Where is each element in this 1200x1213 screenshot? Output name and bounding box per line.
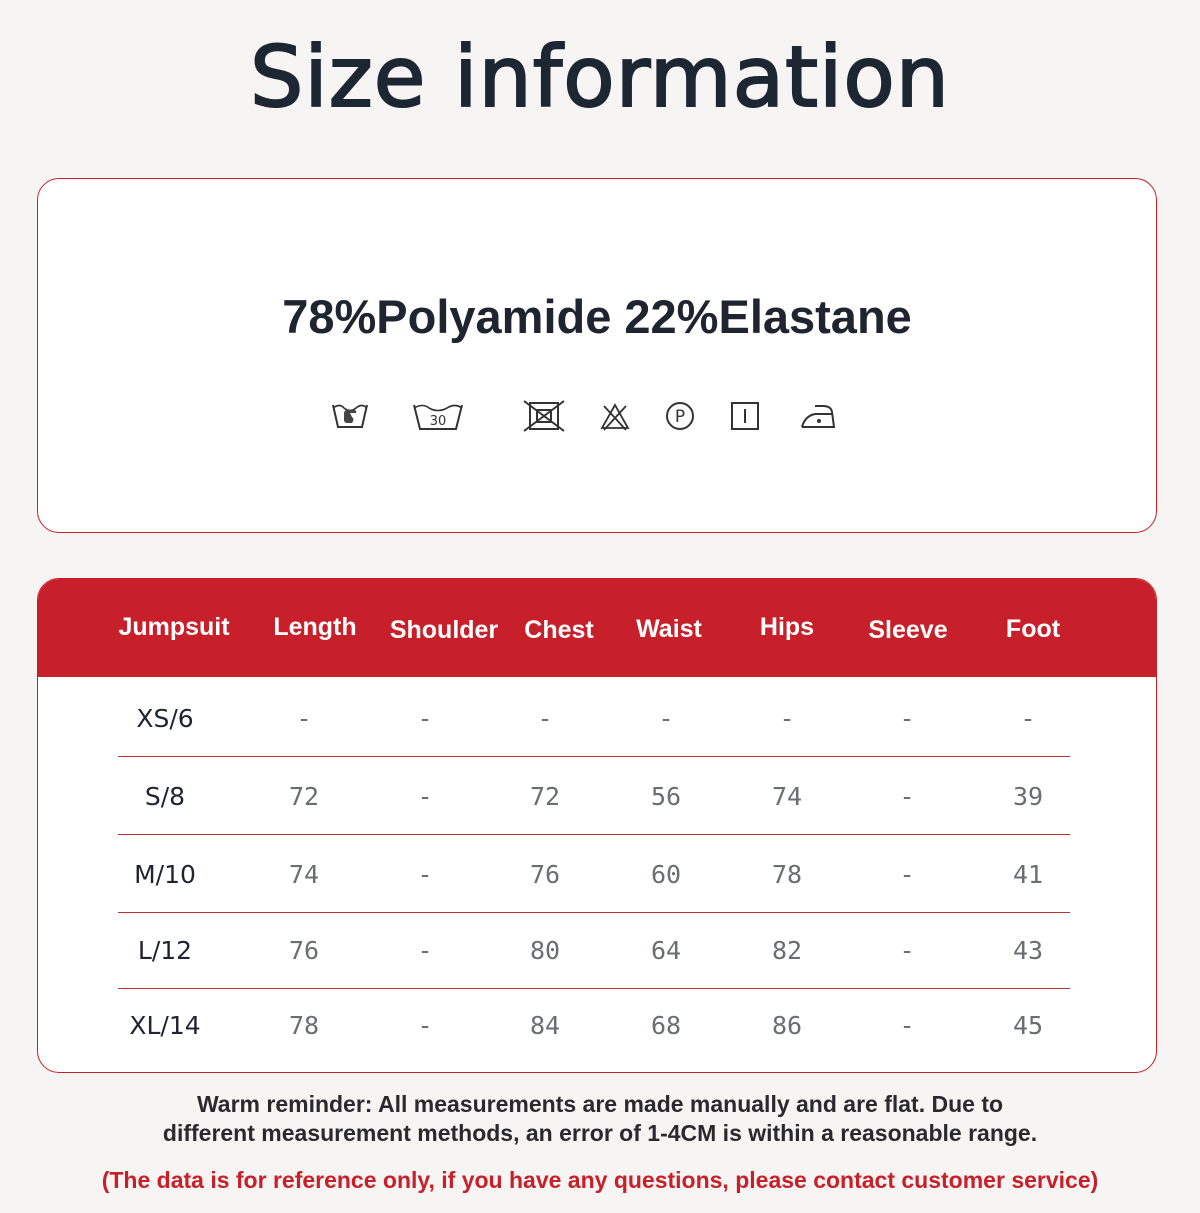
table-header [38, 579, 1156, 677]
size-label: L/12 [137, 936, 193, 965]
do-not-tumble-dry-icon [520, 394, 568, 438]
chest-value: 76 [529, 860, 561, 889]
foot-value: 45 [1012, 1011, 1044, 1040]
sleeve-value: - [899, 704, 915, 733]
header-chest: Chest [524, 616, 594, 644]
waist-value: 64 [650, 936, 682, 965]
do-not-bleach-icon [598, 394, 632, 438]
fabric-composition: 78%Polyamide 22%Elastane [282, 290, 912, 343]
header-hips: Hips [759, 613, 815, 641]
table-row [118, 913, 1070, 989]
hips-value: - [779, 704, 795, 733]
chest-value: 72 [529, 782, 561, 811]
dry-clean-p-icon [663, 394, 697, 438]
sleeve-value: - [899, 1011, 915, 1040]
waist-value: 68 [650, 1011, 682, 1040]
hips-value: 82 [771, 936, 803, 965]
size-label: XL/14 [129, 1011, 201, 1040]
waist-value: 60 [650, 860, 682, 889]
foot-value: 39 [1012, 782, 1044, 811]
length-value: 72 [288, 782, 320, 811]
sleeve-value: - [899, 860, 915, 889]
table-row [118, 837, 1070, 913]
shoulder-value: - [417, 936, 433, 965]
sleeve-value: - [899, 782, 915, 811]
length-value: 74 [288, 860, 320, 889]
header-length: Length [273, 613, 357, 641]
hand-wash-icon [328, 394, 372, 438]
fabric-card [37, 178, 1157, 533]
iron-low-icon [798, 394, 838, 438]
sleeve-value: - [899, 936, 915, 965]
table-row [118, 759, 1070, 835]
reminder-line-1: Warm reminder: All measurements are made manually and are flat. Due to [196, 1091, 1004, 1117]
shoulder-value: - [417, 860, 433, 889]
table-row [118, 988, 1070, 1064]
size-label: XS/6 [136, 704, 194, 733]
chest-value: 80 [529, 936, 561, 965]
care-instructions [38, 394, 1156, 438]
shoulder-value: - [417, 782, 433, 811]
length-value: 76 [288, 936, 320, 965]
chest-value: - [537, 704, 553, 733]
warm-reminder [0, 1090, 1200, 1148]
size-label: M/10 [134, 860, 196, 889]
shoulder-value: - [417, 704, 433, 733]
foot-value: 43 [1012, 936, 1044, 965]
header-waist: Waist [636, 615, 702, 643]
header-jumpsuit: Jumpsuit [118, 613, 230, 641]
line-dry-icon [729, 394, 761, 438]
reference-note: (The data is for reference only, if you have any questions, please contact customer service) [101, 1167, 1099, 1193]
waist-value: 56 [650, 782, 682, 811]
page-title: Size information [250, 28, 950, 126]
foot-value: - [1020, 704, 1036, 733]
dry-clean-label: P [674, 407, 686, 427]
length-value: 78 [288, 1011, 320, 1040]
foot-value: 41 [1012, 860, 1044, 889]
length-value: - [296, 704, 312, 733]
reminder-line-2: different measurement methods, an error of 1-4CM is within a reasonable range. [162, 1120, 1038, 1146]
size-label: S/8 [144, 782, 186, 811]
hips-value: 78 [771, 860, 803, 889]
shoulder-value: - [417, 1011, 433, 1040]
header-foot: Foot [1005, 615, 1061, 643]
header-sleeve: Sleeve [868, 616, 948, 644]
header-shoulder: Shoulder [389, 616, 499, 644]
chest-value: 84 [529, 1011, 561, 1040]
wash-temp-label: 30 [429, 414, 447, 429]
wash-30-icon [410, 394, 466, 438]
hips-value: 74 [771, 782, 803, 811]
table-row [118, 681, 1070, 757]
size-table [37, 578, 1157, 1073]
hips-value: 86 [771, 1011, 803, 1040]
waist-value: - [658, 704, 674, 733]
